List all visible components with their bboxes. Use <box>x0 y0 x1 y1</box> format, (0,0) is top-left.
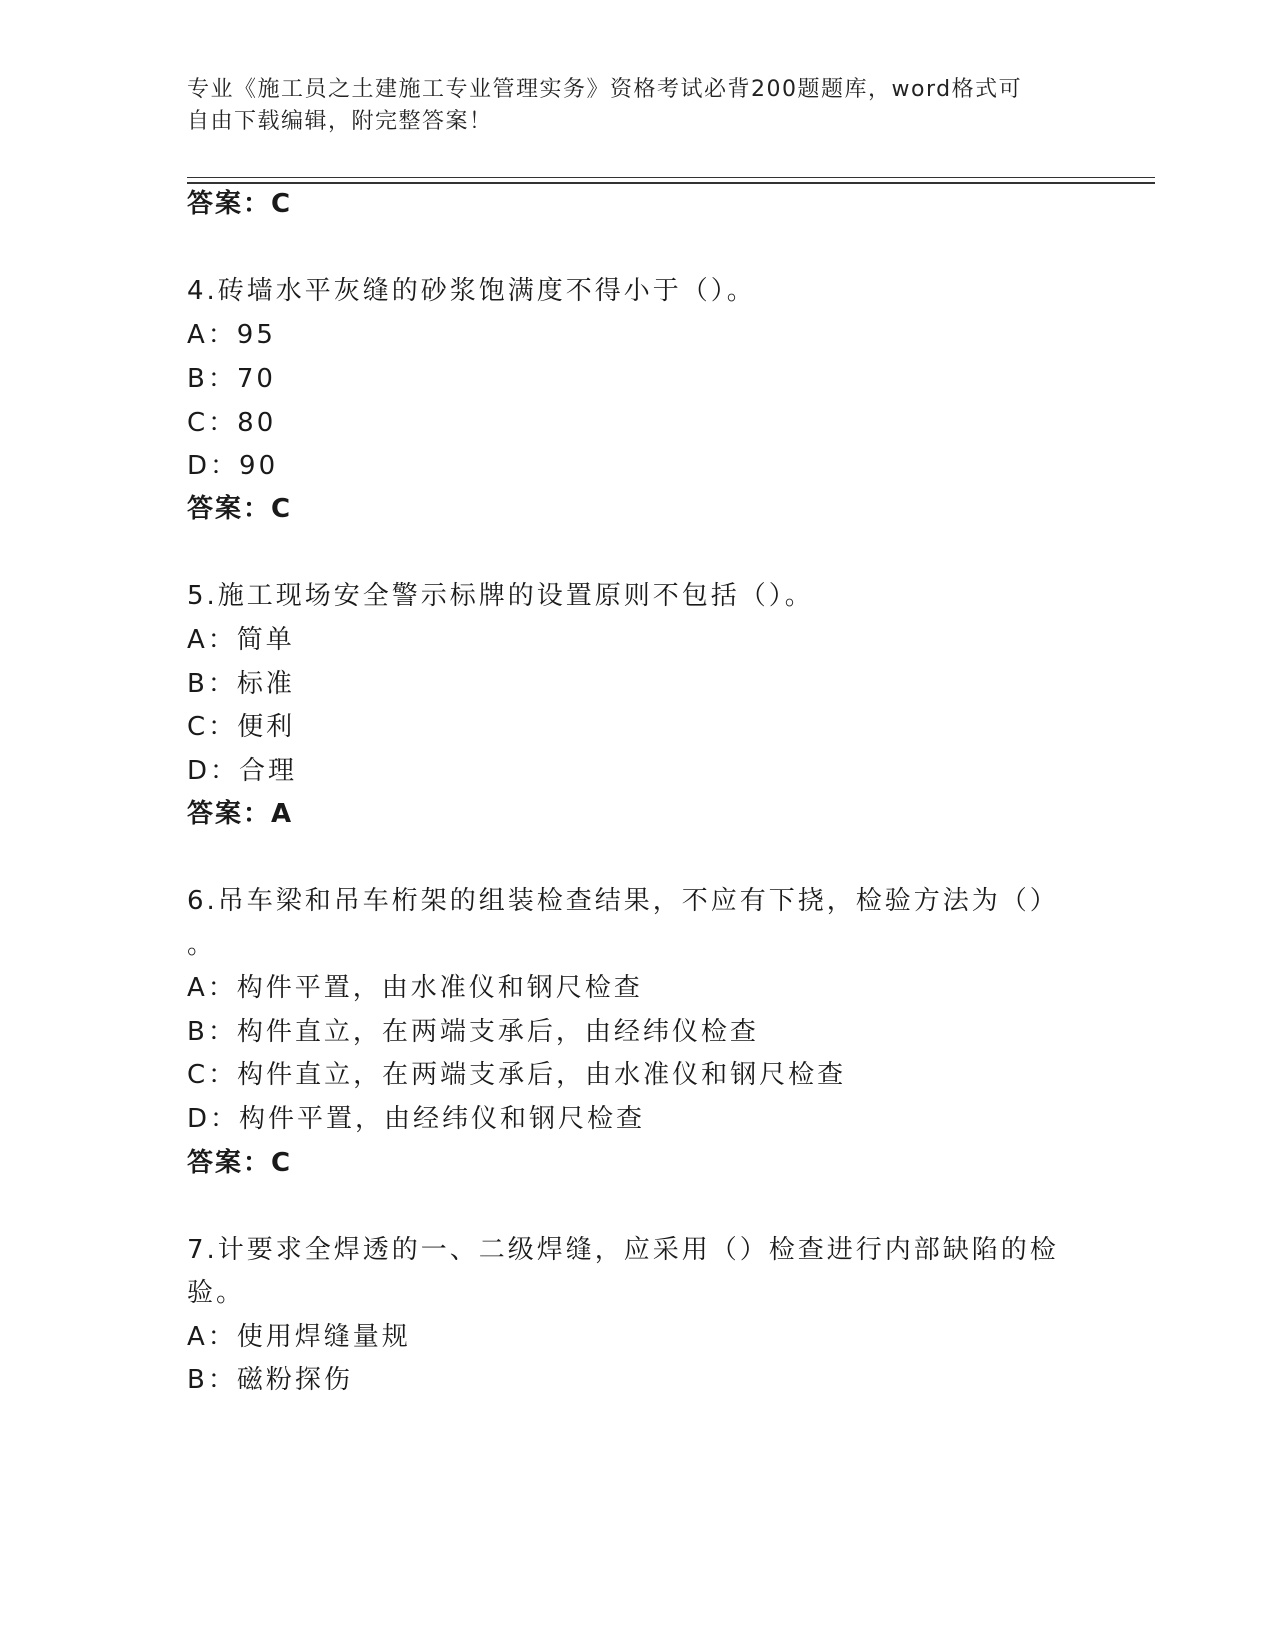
option-b: B：70 <box>187 364 276 394</box>
option-d: D：90 <box>187 451 279 481</box>
option-a: A：95 <box>187 320 276 350</box>
question-stem: 4.砖墙水平灰缝的砂浆饱满度不得小于（）。 <box>187 276 756 306</box>
option-c: C：80 <box>187 408 277 438</box>
header-line-2: 自由下载编辑，附完整答案！ <box>187 109 493 134</box>
option-a: A：简单 <box>187 625 295 655</box>
header-divider-thin <box>187 177 1155 178</box>
question-stem-continued: 验。 <box>187 1278 246 1308</box>
answer-line: 答案：A <box>187 799 294 829</box>
answer-line: 答案：C <box>187 494 293 524</box>
question-stem-continued: 。 <box>187 930 217 960</box>
option-a: A：构件平置，由水准仪和钢尺检查 <box>187 973 643 1003</box>
option-b: B：磁粉探伤 <box>187 1365 353 1395</box>
option-d: D：合理 <box>187 756 298 786</box>
question-stem: 5.施工现场安全警示标牌的设置原则不包括（）。 <box>187 581 814 611</box>
option-a: A：使用焊缝量规 <box>187 1322 411 1352</box>
question-stem: 6.吊车梁和吊车桁架的组装检查结果，不应有下挠，检验方法为（） <box>187 886 1059 916</box>
question-stem: 7.计要求全焊透的一、二级焊缝，应采用（）检查进行内部缺陷的检 <box>187 1235 1059 1265</box>
header-divider-thick <box>187 182 1155 184</box>
option-b: B：标准 <box>187 669 295 699</box>
option-c: C：构件直立，在两端支承后，由水准仪和钢尺检查 <box>187 1060 847 1090</box>
option-c: C：便利 <box>187 712 296 742</box>
answer-line: 答案：C <box>187 1148 293 1178</box>
document-header <box>187 74 1067 138</box>
answer-line: 答案：C <box>187 189 293 219</box>
option-d: D：构件平置，由经纬仪和钢尺检查 <box>187 1104 646 1134</box>
header-line-1: 专业《施工员之土建施工专业管理实务》资格考试必背200题题库，word格式可 <box>187 77 1023 102</box>
option-b: B：构件直立，在两端支承后，由经纬仪检查 <box>187 1017 759 1047</box>
